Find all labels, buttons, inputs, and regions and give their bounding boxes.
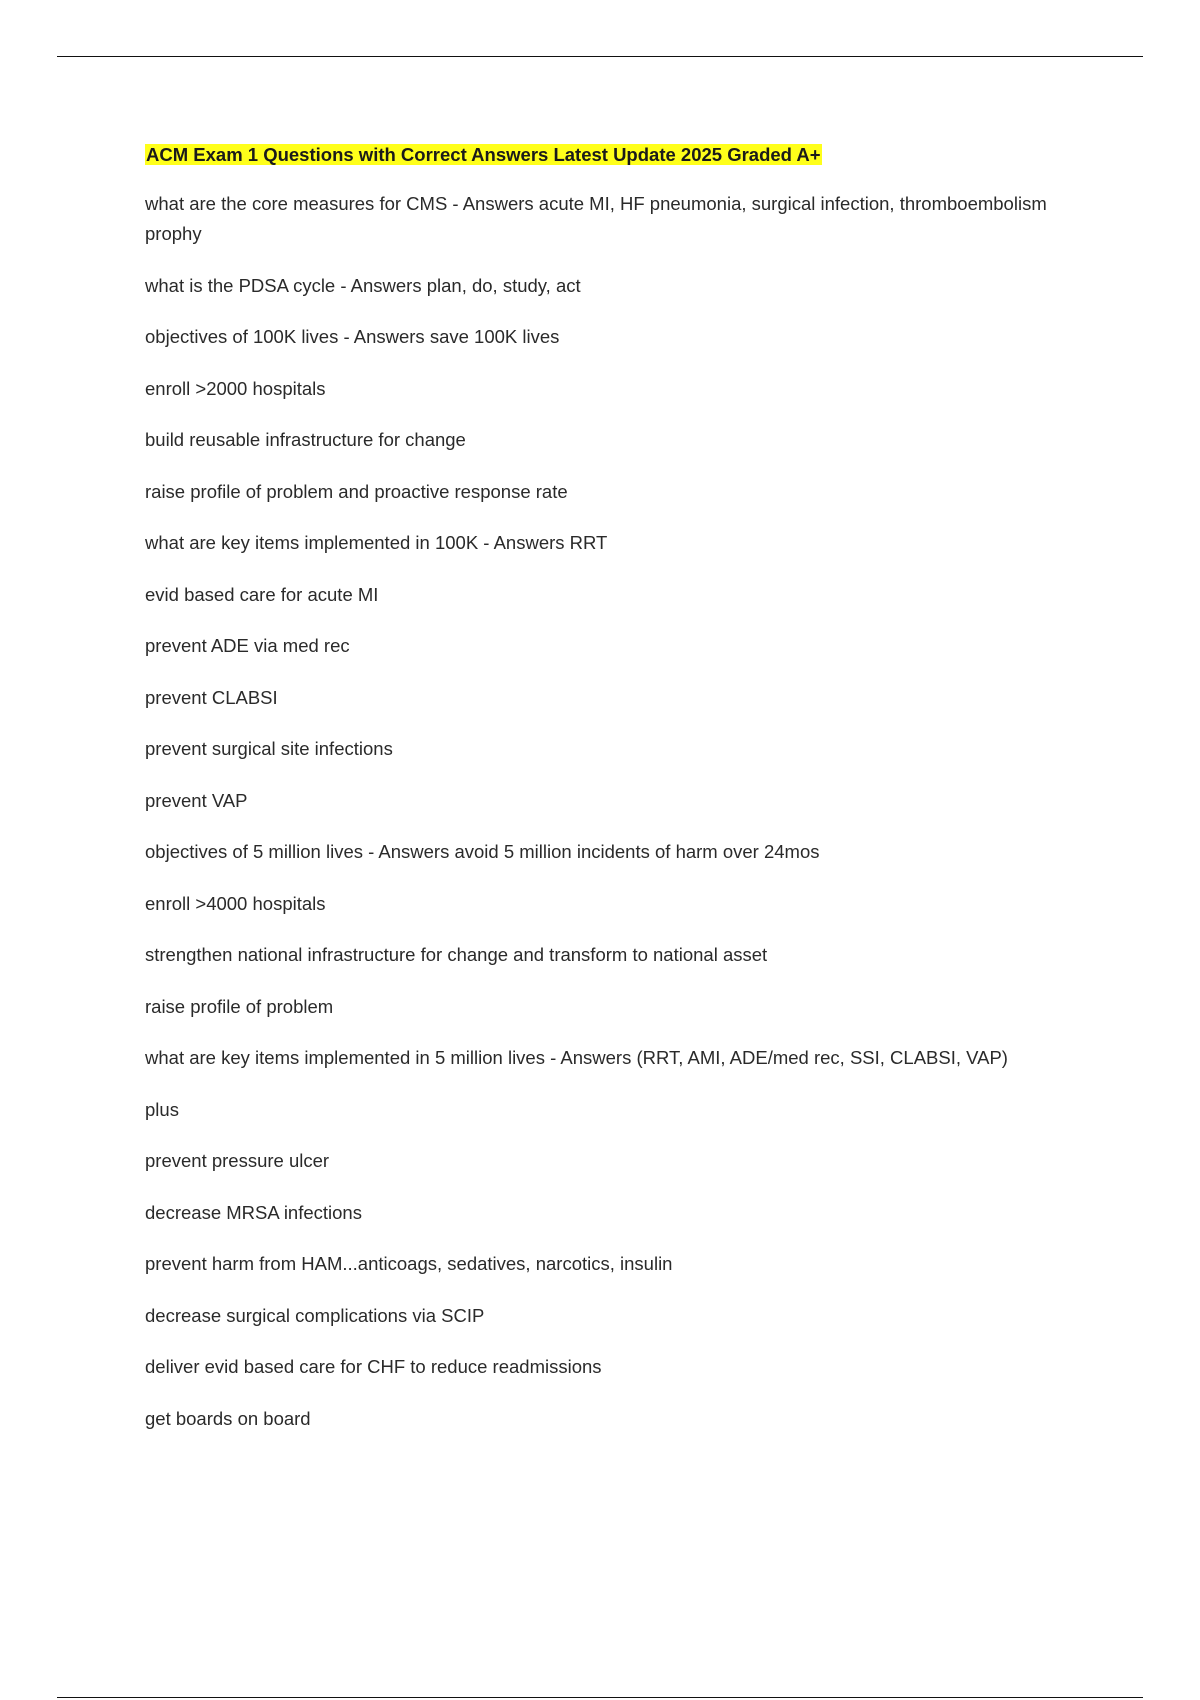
qa-line: prevent surgical site infections: [145, 738, 393, 760]
qa-line: what are key items implemented in 5 million lives - Answers (RRT, AMI, ADE/med rec, SSI, CLABSI, VAP): [145, 1047, 1008, 1069]
qa-line: what is the PDSA cycle - Answers plan, do, study, act: [145, 274, 581, 296]
qa-line: what are key items implemented in 100K - Answers RRT: [145, 532, 608, 554]
qa-line: objectives of 5 million lives - Answers avoid 5 million incidents of harm over 24mos: [145, 841, 820, 863]
document-body: [145, 143, 1085, 1455]
qa-line: enroll >2000 hospitals: [145, 377, 326, 399]
qa-line: decrease MRSA infections: [145, 1201, 362, 1223]
qa-line: evid based care for acute MI: [145, 583, 379, 605]
qa-line: raise profile of problem: [145, 995, 334, 1017]
document-title: ACM Exam 1 Questions with Correct Answers Latest Update 2025 Graded A+: [146, 144, 821, 165]
qa-line: build reusable infrastructure for change: [145, 429, 466, 451]
qa-line: raise profile of problem and proactive response rate: [145, 480, 568, 502]
qa-line: get boards on board: [145, 1407, 311, 1429]
qa-line: prevent VAP: [145, 789, 248, 811]
qa-line: decrease surgical complications via SCIP: [145, 1304, 485, 1326]
qa-line: prevent harm from HAM...anticoags, sedatives, narcotics, insulin: [145, 1253, 673, 1275]
title-container: [145, 143, 1085, 167]
qa-line: prevent pressure ulcer: [145, 1150, 330, 1172]
qa-line: prevent CLABSI: [145, 686, 278, 708]
qa-list: [145, 189, 1085, 1434]
qa-line: strengthen national infrastructure for change and transform to national asset: [145, 944, 768, 966]
footer-rule: [57, 1697, 1143, 1698]
qa-line: enroll >4000 hospitals: [145, 892, 326, 914]
qa-line: objectives of 100K lives - Answers save 100K lives: [145, 326, 560, 348]
qa-line: deliver evid based care for CHF to reduce readmissions: [145, 1356, 602, 1378]
qa-line: prevent ADE via med rec: [145, 635, 350, 657]
qa-line: what are the core measures for CMS - Answers acute MI, HF pneumonia, surgical infection, thromboembolism prophy: [145, 193, 1047, 245]
qa-line: plus: [145, 1098, 179, 1120]
header-rule: [57, 56, 1143, 57]
